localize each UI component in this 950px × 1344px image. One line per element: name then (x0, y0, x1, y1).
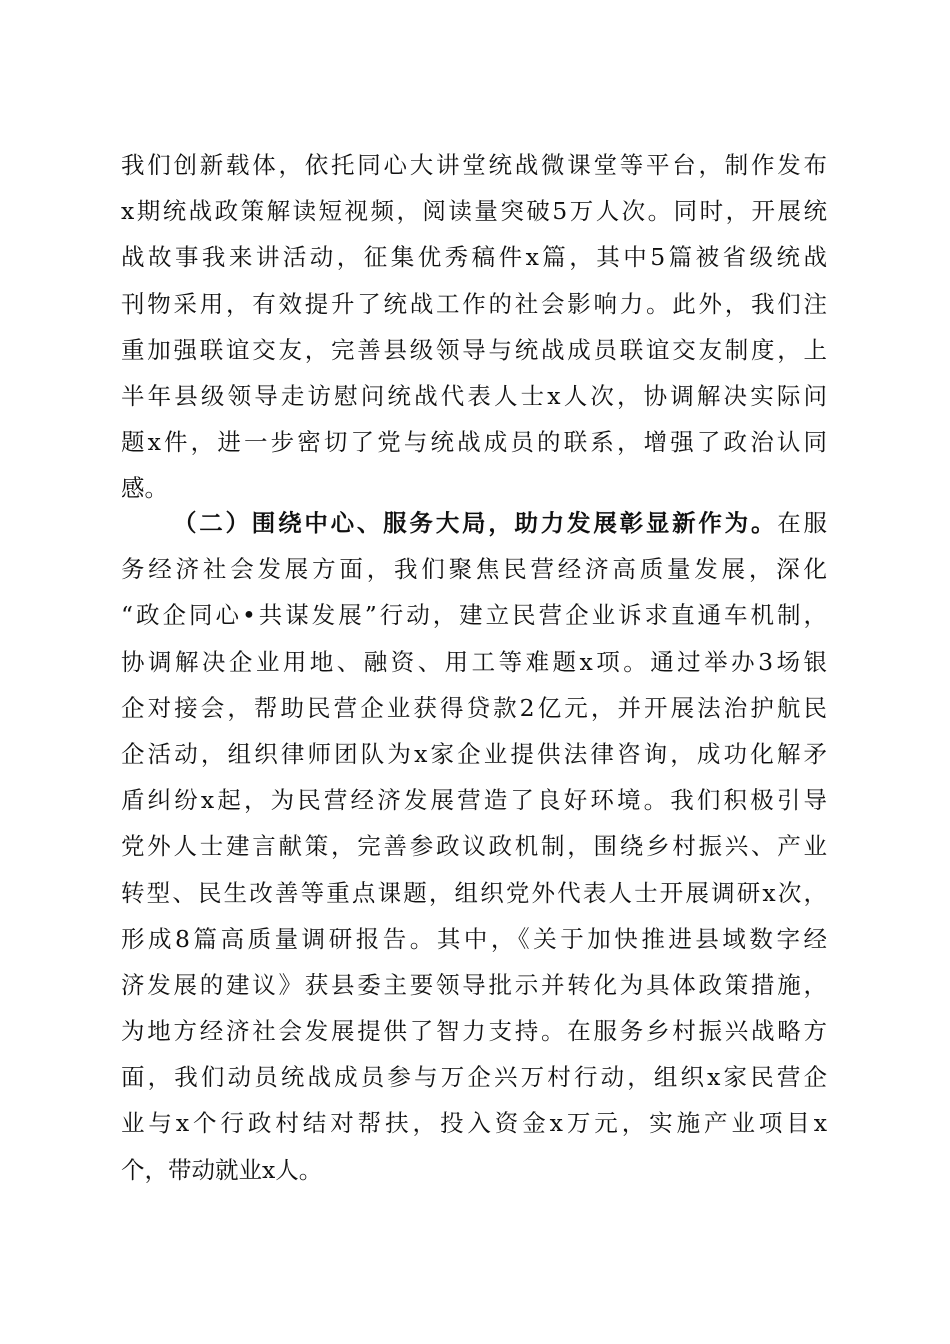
paragraph-line: 盾纠纷x起，为民营经济发展营造了良好环境。我们积极引导 (121, 786, 827, 815)
paragraph-line: 转型、民生改善等重点课题，组织党外代表人士开展调研x次， (121, 878, 827, 907)
paragraph-line: 党外人士建言献策，完善参政议政机制，围绕乡村振兴、产业 (121, 832, 827, 861)
heading-continuation: 在服 (777, 509, 828, 537)
paragraph-line: 企活动，组织律师团队为x家企业提供法律咨询，成功化解矛 (121, 739, 827, 768)
paragraph-line: 为地方经济社会发展提供了智力支持。在服务乡村振兴战略方 (121, 1017, 827, 1046)
paragraph-line: 战故事我来讲活动，征集优秀稿件x篇，其中5篇被省级统战 (121, 243, 827, 272)
paragraph-line: 个，带动就业x人。 (121, 1155, 323, 1184)
paragraph-line: 形成8篇高质量调研报告。其中，《关于加快推进县域数字经 (121, 924, 827, 953)
paragraph-line: 协调解决企业用地、融资、用工等难题x项。通过举办3场银 (121, 647, 827, 676)
paragraph-1 (121, 142, 827, 512)
section-heading: （二）围绕中心、服务大局，助力发展彰显新作为。 (173, 509, 778, 537)
paragraph-line: “政企同心•共谋发展”行动，建立民营企业诉求直通车机制， (121, 601, 827, 630)
paragraph-line: 务经济社会发展方面，我们聚焦民营经济高质量发展，深化 (121, 555, 827, 584)
paragraph-line: 面，我们动员统战成员参与万企兴万村行动，组织x家民营企 (121, 1063, 827, 1092)
paragraph-line: 感。 (121, 474, 168, 503)
paragraph-2 (121, 500, 827, 1193)
paragraph-line: 企对接会，帮助民营企业获得贷款2亿元，并开展法治护航民 (121, 693, 827, 722)
paragraph-line: 济发展的建议》获县委主要领导批示并转化为具体政策措施， (121, 970, 827, 999)
paragraph-line: 半年县级领导走访慰问统战代表人士x人次，协调解决实际问 (121, 381, 827, 410)
paragraph-line: 题x件，进一步密切了党与统战成员的联系，增强了政治认同 (121, 428, 827, 457)
paragraph-line: x期统战政策解读短视频，阅读量突破5万人次。同时，开展统 (121, 197, 827, 226)
paragraph-first-line (121, 500, 827, 546)
paragraph-line: 业与x个行政村结对帮扶，投入资金x万元，实施产业项目x (121, 1109, 827, 1138)
paragraph-line: 我们创新载体，依托同心大讲堂统战微课堂等平台，制作发布 (121, 151, 827, 179)
paragraph-line: 刊物采用，有效提升了统战工作的社会影响力。此外，我们注 (121, 289, 827, 318)
paragraph-line: 重加强联谊交友，完善县级领导与统战成员联谊交友制度，上 (121, 335, 827, 364)
